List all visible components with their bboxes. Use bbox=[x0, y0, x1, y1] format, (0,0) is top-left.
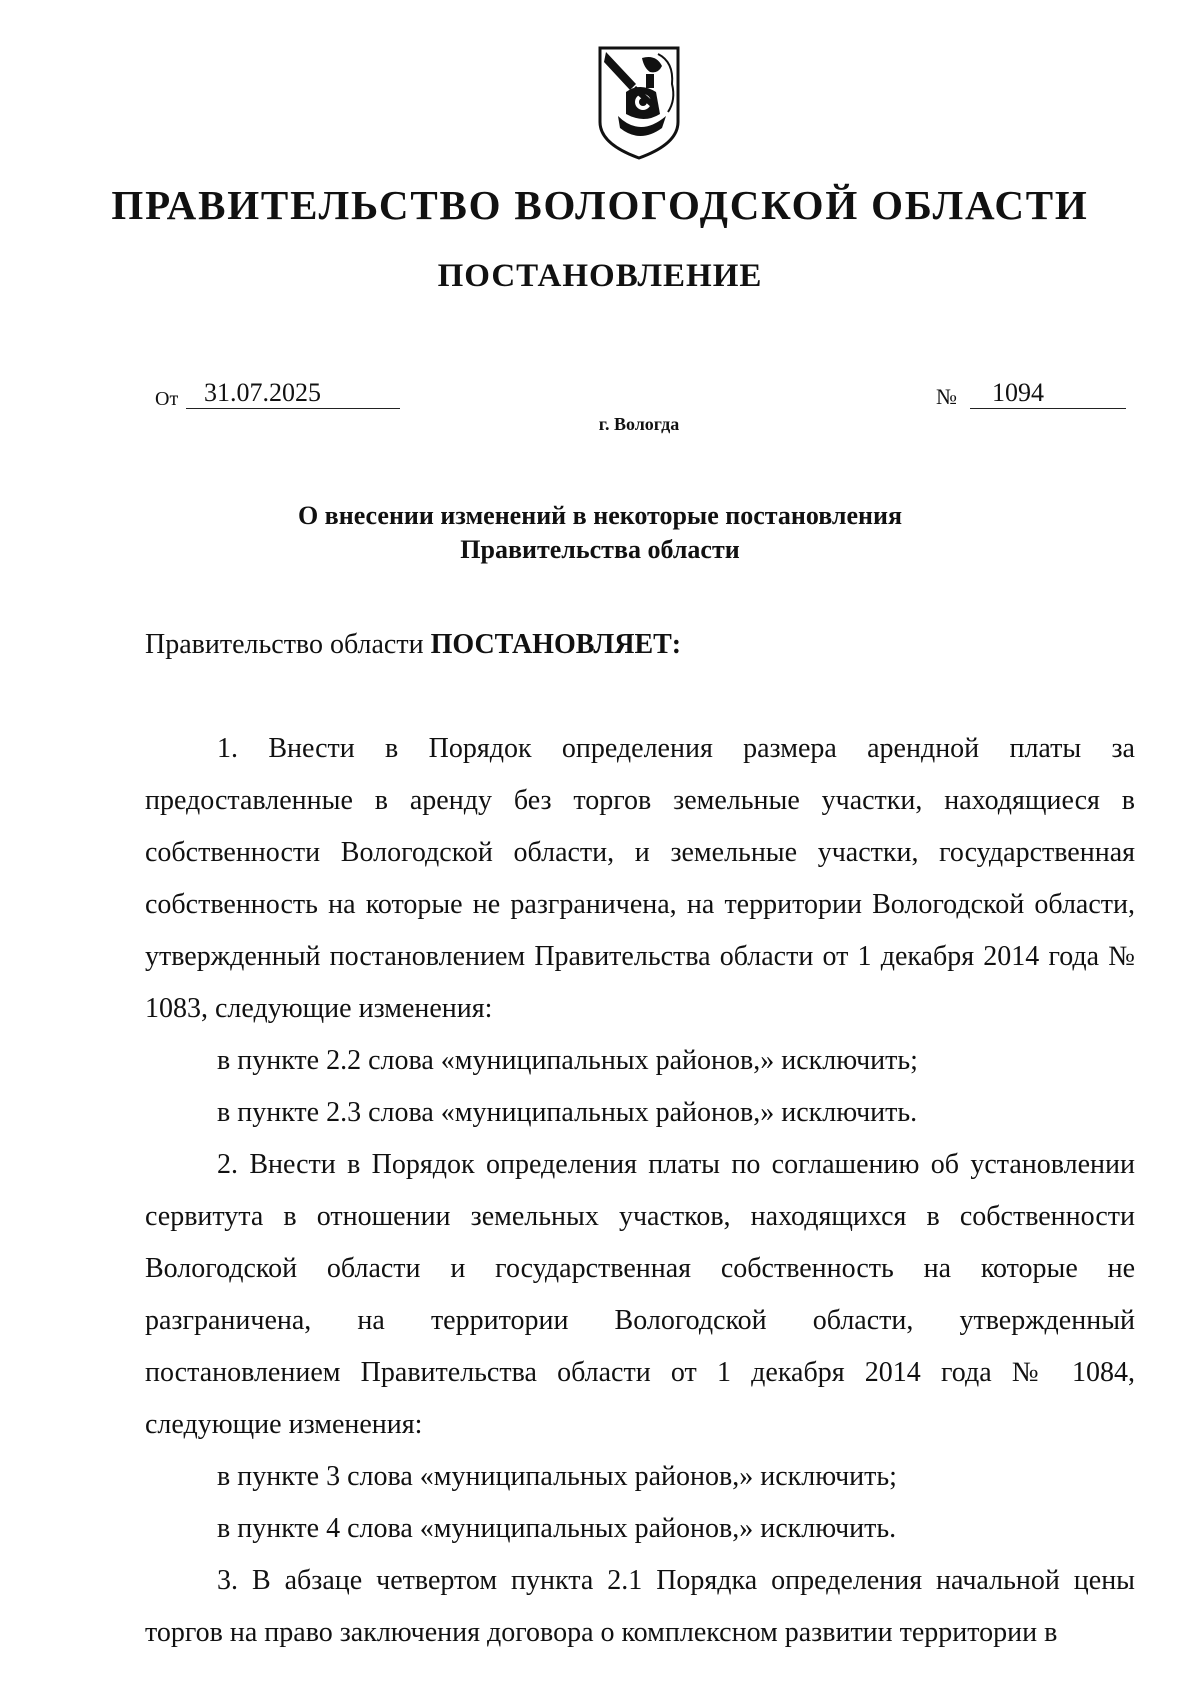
paragraph: в пункте 4 слова «муниципальных районов,» исключить. bbox=[217, 1513, 897, 1544]
document-subject bbox=[0, 499, 1200, 567]
paragraph: 1. Внести в Порядок определения размера арендной платы за предоставленные в аренду без торгов земельные участки, находящиеся в собственности Вологодской области, и земельные участки, государственная собственность на которые не разграничена, на территории Вологодской области, утвержденный постановлением Правительства области от 1 декабря 2014 года № 1083, следующие изменения: bbox=[145, 733, 1135, 1024]
paragraph: в пункте 3 слова «муниципальных районов,» исключить; bbox=[217, 1461, 897, 1492]
vologda-coat-of-arms-icon bbox=[596, 44, 682, 162]
city-name: г. Вологда bbox=[598, 414, 680, 434]
date-label: От bbox=[155, 388, 179, 410]
paragraph: в пункте 2.3 слова «муниципальных районов,» исключить. bbox=[217, 1097, 918, 1128]
paragraph: 3. В абзаце четвертом пункта 2.1 Порядка определения начальной цены торгов на право заключения договора о комплексном развитии территории в bbox=[145, 1565, 1135, 1648]
paragraph: в пункте 2.2 слова «муниципальных районов,» исключить; bbox=[217, 1045, 918, 1076]
preamble bbox=[145, 628, 681, 662]
document-date: 31.07.2025 bbox=[186, 378, 400, 409]
document-body bbox=[145, 723, 1135, 1659]
number-label: № bbox=[936, 384, 957, 409]
preamble-decree-word: ПОСТАНОВЛЯЕТ: bbox=[430, 629, 682, 660]
paragraph: 2. Внести в Порядок определения платы по соглашению об установлении сервитута в отношении земельных участков, находящихся в собственности Вологодской области и государственная собственность на которые не разграничена, на территории Вологодской области, утвержденный постановлением Правительства области от 1 декабря 2014 года № 1084, следующие изменения: bbox=[145, 1149, 1135, 1440]
document-number: 1094 bbox=[970, 378, 1126, 409]
preamble-text: Правительство области bbox=[145, 629, 424, 660]
subject-line-2: Правительства области bbox=[460, 535, 740, 564]
organization-title: ПРАВИТЕЛЬСТВО ВОЛОГОДСКОЙ ОБЛАСТИ bbox=[111, 182, 1089, 228]
subject-line-1: О внесении изменений в некоторые постановления bbox=[297, 501, 903, 530]
document-type: ПОСТАНОВЛЕНИЕ bbox=[437, 258, 763, 294]
